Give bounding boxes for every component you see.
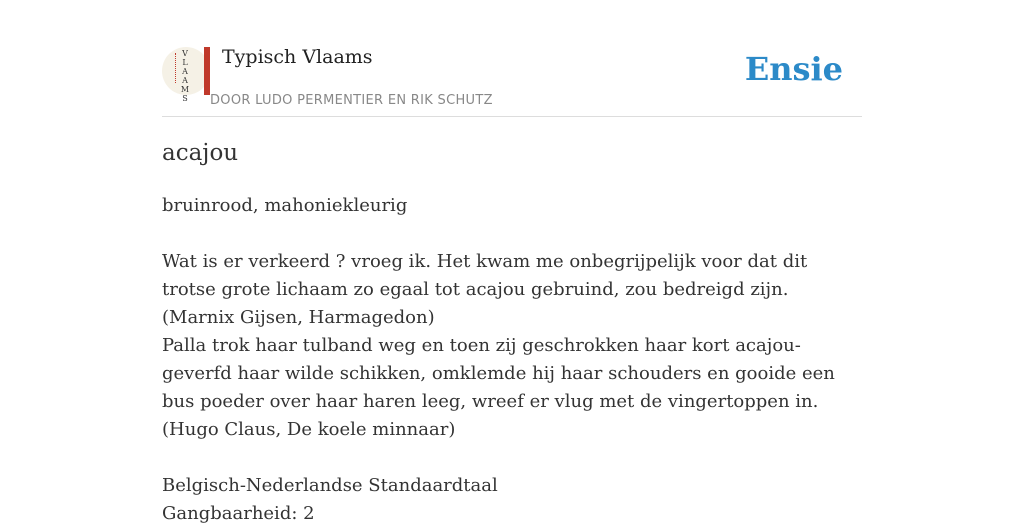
quote-1-source: (Marnix Gijsen, Harmagedon) (162, 307, 435, 328)
entry-headword: acajou (162, 140, 239, 166)
language-label: Belgisch-Nederlandse Standaardtaal (162, 475, 498, 496)
quote-2: Palla trok haar tulband weg en toen zij geschrokken haar kort acajou-geverfd haar wilde schikken, omklemde hij haar schouders en gooide een bus poeder over haar haren leeg, wreef er vlug met de vingertoppen in. (162, 335, 835, 412)
entry-content (162, 192, 862, 528)
byline: DOOR LUDO PERMENTIER EN RIK SCHUTZ (210, 93, 493, 108)
header (162, 0, 862, 117)
quote-2-source: (Hugo Claus, De koele minnaar) (162, 419, 456, 440)
logo-red-bar (204, 47, 210, 95)
logo-decoration (175, 53, 178, 83)
logo-letters: V L A A M S (180, 49, 190, 103)
brand-logo[interactable]: Ensie (744, 50, 843, 88)
usage-label: Gangbaarheid: 2 (162, 503, 315, 524)
site-title[interactable]: Typisch Vlaams (222, 46, 373, 68)
site-logo[interactable] (162, 47, 210, 103)
entry-definition: bruinrood, mahoniekleurig (162, 195, 408, 216)
quote-1: Wat is er verkeerd ? vroeg ik. Het kwam me onbegrijpelijk voor dat dit trotse grote lichaam zo egaal tot acajou gebruind, zou bedreigd zijn. (162, 251, 808, 300)
page-container (162, 0, 862, 524)
